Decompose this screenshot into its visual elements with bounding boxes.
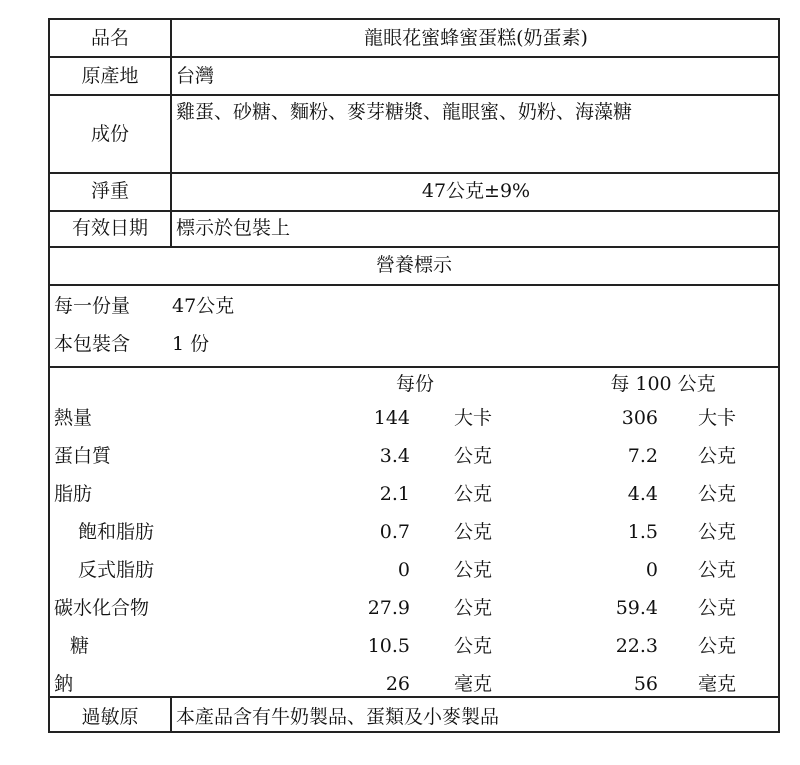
ingredients-value: 雞蛋、砂糖、麵粉、麥芽糖漿、龍眼蜜、奶粉、海藻糖 bbox=[176, 101, 633, 123]
expiry-value: 標示於包裝上 bbox=[176, 217, 291, 239]
row-divider bbox=[50, 210, 778, 212]
row-divider bbox=[50, 366, 778, 368]
nutrient-per-100g-value: 56 bbox=[633, 673, 658, 695]
per-100g-header: 每 100 公克 bbox=[610, 373, 716, 395]
nutrient-per-serving-unit: 大卡 bbox=[454, 407, 493, 429]
row-divider bbox=[50, 56, 778, 58]
net-weight-value: 47公克±9% bbox=[421, 180, 531, 202]
nutrient-per-100g-unit: 毫克 bbox=[698, 673, 737, 695]
nutrient-per-serving-value: 3.4 bbox=[379, 445, 410, 467]
nutrient-name: 熱量 bbox=[54, 407, 93, 429]
nutrient-per-100g-value: 22.3 bbox=[615, 635, 658, 657]
allergen-label: 過敏原 bbox=[81, 706, 139, 728]
servings-per-package-value: 1 份 bbox=[172, 333, 210, 355]
nutrient-per-serving-unit: 公克 bbox=[454, 483, 493, 505]
per-serving-header: 每份 bbox=[395, 373, 434, 395]
servings-per-package-label: 本包裝含 bbox=[54, 333, 131, 355]
row-divider bbox=[50, 284, 778, 286]
nutrient-per-serving-value: 10.5 bbox=[367, 635, 410, 657]
nutrient-per-100g-unit: 公克 bbox=[698, 445, 737, 467]
nutrient-per-100g-unit: 公克 bbox=[698, 521, 737, 543]
nutrient-per-100g-value: 0 bbox=[645, 559, 658, 581]
nutrient-name: 飽和脂肪 bbox=[78, 521, 155, 543]
nutrient-name: 蛋白質 bbox=[54, 445, 112, 467]
expiry-label: 有效日期 bbox=[71, 217, 148, 239]
product-label-table bbox=[48, 18, 780, 733]
nutrient-per-serving-unit: 毫克 bbox=[454, 673, 493, 695]
nutrient-per-serving-unit: 公克 bbox=[454, 521, 493, 543]
nutrient-per-serving-unit: 公克 bbox=[454, 597, 493, 619]
origin-label: 原產地 bbox=[81, 65, 139, 87]
serving-size-label: 每一份量 bbox=[54, 295, 131, 317]
nutrient-per-serving-value: 26 bbox=[385, 673, 410, 695]
nutrient-name: 糖 bbox=[70, 635, 90, 657]
nutrient-per-100g-unit: 公克 bbox=[698, 597, 737, 619]
nutrient-per-serving-unit: 公克 bbox=[454, 445, 493, 467]
nutrient-per-100g-unit: 公克 bbox=[698, 635, 737, 657]
nutrition-title: 營養標示 bbox=[375, 254, 452, 276]
nutrient-per-serving-value: 27.9 bbox=[367, 597, 410, 619]
nutrient-per-serving-value: 0 bbox=[397, 559, 410, 581]
serving-size-value: 47公克 bbox=[172, 295, 235, 317]
net-weight-label: 淨重 bbox=[90, 180, 129, 202]
origin-value: 台灣 bbox=[176, 65, 215, 87]
nutrient-name: 碳水化合物 bbox=[54, 597, 150, 619]
nutrient-per-100g-unit: 公克 bbox=[698, 559, 737, 581]
column-divider bbox=[170, 20, 172, 246]
nutrient-per-serving-value: 0.7 bbox=[379, 521, 410, 543]
nutrient-per-serving-value: 144 bbox=[373, 407, 410, 429]
column-divider bbox=[170, 696, 172, 733]
nutrient-per-100g-value: 59.4 bbox=[615, 597, 658, 619]
nutrient-per-100g-value: 1.5 bbox=[627, 521, 658, 543]
product-name-label: 品名 bbox=[90, 27, 129, 49]
row-divider bbox=[50, 172, 778, 174]
row-divider bbox=[50, 696, 778, 698]
allergen-value: 本產品含有牛奶製品、蛋類及小麥製品 bbox=[176, 706, 500, 728]
nutrient-per-100g-value: 7.2 bbox=[627, 445, 658, 467]
nutrient-per-serving-unit: 公克 bbox=[454, 559, 493, 581]
nutrient-name: 反式脂肪 bbox=[78, 559, 155, 581]
product-name-value: 龍眼花蜜蜂蜜蛋糕(奶蛋素) bbox=[364, 27, 588, 49]
ingredients-label: 成份 bbox=[90, 123, 129, 145]
nutrient-name: 鈉 bbox=[54, 673, 74, 695]
nutrient-per-100g-value: 306 bbox=[621, 407, 658, 429]
nutrient-per-100g-unit: 公克 bbox=[698, 483, 737, 505]
nutrient-per-serving-value: 2.1 bbox=[379, 483, 410, 505]
nutrient-per-100g-value: 4.4 bbox=[627, 483, 658, 505]
nutrient-name: 脂肪 bbox=[54, 483, 93, 505]
nutrient-per-100g-unit: 大卡 bbox=[698, 407, 737, 429]
nutrient-per-serving-unit: 公克 bbox=[454, 635, 493, 657]
row-divider bbox=[50, 94, 778, 96]
row-divider bbox=[50, 246, 778, 248]
